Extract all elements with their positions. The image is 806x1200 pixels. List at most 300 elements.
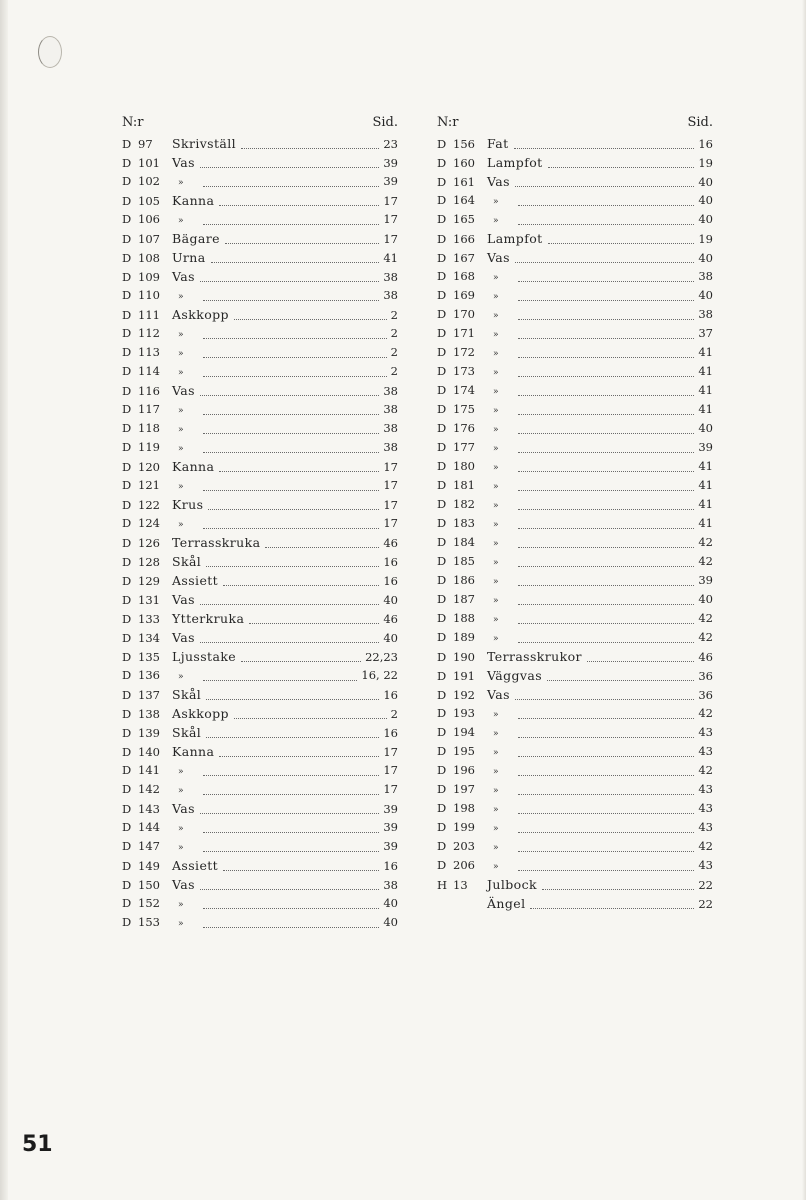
item-digits: 177	[453, 440, 475, 454]
page-reference: 17	[383, 232, 398, 246]
item-name: »	[493, 748, 499, 758]
item-digits: 165	[453, 212, 475, 226]
item-prefix: D	[122, 878, 132, 892]
page-reference: 22,23	[365, 650, 398, 664]
item-name: »	[493, 710, 499, 720]
item-prefix: D	[437, 858, 447, 872]
index-entry	[122, 799, 398, 818]
item-prefix: D	[437, 212, 447, 226]
index-entry	[437, 590, 713, 609]
item-digits: 168	[453, 269, 475, 283]
item-prefix: D	[122, 707, 132, 721]
page-reference: 40	[383, 915, 398, 929]
item-number	[437, 667, 487, 686]
item-number	[437, 571, 487, 590]
item-digits: 189	[453, 630, 475, 644]
item-digits: 128	[138, 555, 160, 569]
dot-leader	[203, 850, 379, 852]
index-entry	[437, 381, 713, 400]
page-number: 51	[22, 1132, 53, 1157]
item-digits: 13	[453, 878, 468, 892]
item-number	[437, 249, 487, 268]
dot-leader	[249, 622, 379, 624]
item-digits: 121	[138, 478, 160, 492]
item-digits: 149	[138, 859, 160, 873]
item-number	[437, 533, 487, 552]
dot-leader	[518, 508, 694, 510]
dot-leader	[234, 717, 387, 719]
index-entry	[437, 894, 713, 913]
item-number	[122, 724, 172, 743]
item-name: »	[493, 406, 499, 416]
item-number	[437, 381, 487, 400]
dot-leader	[518, 527, 694, 529]
item-digits: 166	[453, 232, 475, 246]
item-digits: 126	[138, 536, 160, 550]
item-number	[122, 591, 172, 610]
item-number	[122, 743, 172, 762]
item-name: Vas	[487, 250, 510, 265]
item-digits: 143	[138, 802, 160, 816]
item-prefix: D	[122, 364, 132, 378]
item-name: Skrivställ	[172, 136, 237, 151]
item-prefix: D	[122, 345, 132, 359]
item-number	[437, 648, 487, 667]
item-number	[122, 572, 172, 591]
item-name: »	[178, 330, 184, 340]
dot-leader	[518, 432, 694, 434]
page-reference: 17	[383, 782, 398, 796]
item-name: »	[493, 311, 499, 321]
page-reference: 41	[698, 383, 713, 397]
page-reference: 41	[698, 497, 713, 511]
page-reference: 40	[383, 896, 398, 910]
item-prefix: D	[122, 288, 132, 302]
index-entry	[122, 286, 398, 305]
item-number	[122, 438, 172, 457]
column-header	[437, 113, 713, 132]
item-name: Ljusstake	[172, 649, 237, 664]
item-name: »	[493, 501, 499, 511]
index-entry	[437, 305, 713, 324]
item-digits: 183	[453, 516, 475, 530]
dot-leader	[518, 299, 694, 301]
page-reference: 16	[383, 859, 398, 873]
dot-leader	[203, 679, 357, 681]
item-digits: 117	[138, 402, 160, 416]
dot-leader	[518, 280, 694, 282]
item-number	[122, 382, 172, 401]
index-entry	[122, 400, 398, 419]
index-entry	[122, 571, 398, 590]
dot-leader	[518, 622, 694, 624]
item-prefix: D	[437, 782, 447, 796]
page-reference: 2	[390, 364, 398, 378]
index-entry	[437, 172, 713, 191]
page-reference: 37	[698, 326, 713, 340]
index-entry	[437, 248, 713, 267]
item-prefix: D	[437, 383, 447, 397]
item-number	[122, 362, 172, 381]
dot-leader	[518, 375, 694, 377]
item-name: Assiett	[172, 573, 219, 588]
dot-leader	[200, 812, 379, 814]
item-number	[122, 306, 172, 325]
item-name: »	[178, 292, 184, 302]
item-prefix: D	[437, 232, 447, 246]
item-digits: 175	[453, 402, 475, 416]
index-entry	[122, 818, 398, 837]
dot-leader	[200, 166, 379, 168]
item-name: Kanna	[172, 459, 215, 474]
index-entry	[122, 837, 398, 856]
item-prefix: D	[122, 460, 132, 474]
item-name: »	[493, 767, 499, 777]
index-list-left	[122, 134, 398, 932]
index-entry	[122, 495, 398, 514]
item-number	[122, 818, 172, 837]
item-number	[437, 173, 487, 192]
item-prefix: D	[437, 706, 447, 720]
dot-leader	[518, 565, 694, 567]
dot-leader	[211, 261, 380, 263]
item-name: »	[178, 406, 184, 416]
dot-leader	[518, 717, 694, 719]
item-prefix: D	[437, 345, 447, 359]
item-number	[122, 913, 172, 932]
dot-leader	[514, 147, 695, 149]
dot-leader	[518, 584, 694, 586]
item-prefix: D	[122, 802, 132, 816]
item-prefix: D	[122, 536, 132, 550]
index-entry	[122, 628, 398, 647]
item-prefix: D	[122, 478, 132, 492]
page-reference: 19	[698, 232, 713, 246]
item-digits: 164	[453, 193, 475, 207]
dot-leader	[518, 470, 694, 472]
dot-leader	[518, 223, 694, 225]
index-entry	[437, 856, 713, 875]
item-number	[122, 458, 172, 477]
item-number	[437, 267, 487, 286]
dot-leader	[200, 641, 379, 643]
item-name: »	[493, 615, 499, 625]
page-reference: 16	[383, 555, 398, 569]
item-name: »	[493, 330, 499, 340]
item-number	[122, 610, 172, 629]
item-prefix: D	[122, 612, 132, 626]
item-name: Assiett	[172, 858, 219, 873]
dot-leader	[219, 755, 379, 757]
item-name: »	[178, 425, 184, 435]
item-name: »	[493, 577, 499, 587]
item-name: »	[178, 368, 184, 378]
index-entry	[122, 552, 398, 571]
item-prefix: D	[122, 516, 132, 530]
index-entry	[437, 875, 713, 894]
page-reference: 46	[383, 536, 398, 550]
item-digits: 133	[138, 612, 160, 626]
dot-leader	[200, 888, 379, 890]
dot-leader	[518, 546, 694, 548]
page-reference: 17	[383, 516, 398, 530]
item-digits: 152	[138, 896, 160, 910]
item-prefix: D	[437, 611, 447, 625]
index-entry	[122, 267, 398, 286]
item-number	[437, 609, 487, 628]
item-number	[437, 837, 487, 856]
page-reference: 40	[698, 193, 713, 207]
item-name: »	[493, 786, 499, 796]
page-reference: 38	[383, 270, 398, 284]
item-digits: 185	[453, 554, 475, 568]
dot-leader	[234, 318, 387, 320]
item-name: Vas	[487, 174, 510, 189]
item-name: Askkopp	[172, 307, 229, 322]
page-reference: 41	[698, 402, 713, 416]
index-column-right	[437, 113, 713, 913]
item-digits: 198	[453, 801, 475, 815]
page-reference: 38	[698, 307, 713, 321]
item-number	[437, 343, 487, 362]
page-reference: 41	[698, 364, 713, 378]
index-entry	[122, 362, 398, 381]
item-prefix: D	[437, 478, 447, 492]
index-entry	[122, 381, 398, 400]
item-number	[122, 780, 172, 799]
item-name: »	[493, 539, 499, 549]
item-prefix: D	[122, 896, 132, 910]
index-entry	[122, 666, 398, 685]
item-number	[122, 172, 172, 191]
index-entry	[437, 571, 713, 590]
item-number	[437, 590, 487, 609]
page-reference: 22	[698, 897, 713, 911]
item-name: »	[493, 729, 499, 739]
page-reference: 43	[698, 744, 713, 758]
page-reference: 38	[383, 878, 398, 892]
index-entry	[437, 837, 713, 856]
item-name: »	[178, 767, 184, 777]
dot-leader	[518, 793, 694, 795]
item-number	[437, 723, 487, 742]
item-number	[122, 514, 172, 533]
dot-leader	[203, 337, 387, 339]
item-digits: 110	[138, 288, 160, 302]
item-name: »	[493, 558, 499, 568]
item-digits: 112	[138, 326, 160, 340]
index-entry	[122, 590, 398, 609]
index-entry	[437, 799, 713, 818]
page-reference: 17	[383, 763, 398, 777]
dot-leader	[241, 660, 361, 662]
index-list-right	[437, 134, 713, 913]
page-right-edge	[802, 0, 806, 1200]
dot-leader	[203, 223, 379, 225]
item-prefix: D	[437, 801, 447, 815]
dot-leader	[265, 546, 379, 548]
item-digits: 187	[453, 592, 475, 606]
index-entry	[437, 704, 713, 723]
page-reference: 46	[698, 650, 713, 664]
item-prefix: D	[122, 384, 132, 398]
item-number	[437, 704, 487, 723]
item-prefix: D	[122, 174, 132, 188]
item-number	[122, 476, 172, 495]
item-prefix: D	[122, 593, 132, 607]
item-number	[122, 876, 172, 895]
index-entry	[437, 647, 713, 666]
page-reference: 2	[390, 308, 398, 322]
item-number	[437, 362, 487, 381]
item-number	[122, 230, 172, 249]
item-number	[437, 780, 487, 799]
page-reference: 41	[383, 251, 398, 265]
item-digits: 206	[453, 858, 475, 872]
item-digits: 101	[138, 156, 160, 170]
dot-leader	[518, 641, 694, 643]
item-name: Vas	[172, 592, 195, 607]
item-name: »	[178, 672, 184, 682]
dot-leader	[203, 489, 379, 491]
dot-leader	[515, 261, 694, 263]
dot-leader	[206, 736, 379, 738]
item-prefix: D	[437, 288, 447, 302]
item-number	[122, 648, 172, 667]
item-digits: 105	[138, 194, 160, 208]
item-name: »	[178, 786, 184, 796]
item-digits: 144	[138, 820, 160, 834]
item-prefix: D	[437, 137, 447, 151]
item-digits: 169	[453, 288, 475, 302]
page-reference: 38	[698, 269, 713, 283]
index-entry	[437, 286, 713, 305]
index-entry	[122, 742, 398, 761]
item-name: »	[493, 805, 499, 815]
item-prefix: D	[122, 402, 132, 416]
item-number	[437, 210, 487, 229]
item-name: »	[493, 520, 499, 530]
index-entry	[437, 666, 713, 685]
dot-leader	[241, 147, 379, 149]
item-name: Bägare	[172, 231, 220, 246]
item-digits: 188	[453, 611, 475, 625]
item-digits: 140	[138, 745, 160, 759]
dot-leader	[200, 394, 379, 396]
item-name: Vas	[172, 269, 195, 284]
index-entry	[437, 514, 713, 533]
item-name: »	[493, 824, 499, 834]
item-digits: 196	[453, 763, 475, 777]
item-number	[437, 799, 487, 818]
dot-leader	[518, 603, 694, 605]
page-reference: 38	[383, 288, 398, 302]
item-digits: 114	[138, 364, 160, 378]
page-reference: 39	[383, 156, 398, 170]
item-prefix: D	[122, 859, 132, 873]
item-number	[122, 324, 172, 343]
dot-leader	[219, 470, 379, 472]
dot-leader	[200, 603, 379, 605]
item-digits: 180	[453, 459, 475, 473]
item-digits: 137	[138, 688, 160, 702]
item-prefix: D	[437, 592, 447, 606]
item-digits: 172	[453, 345, 475, 359]
page-reference: 42	[698, 706, 713, 720]
item-number	[437, 230, 487, 249]
page-reference: 16	[383, 726, 398, 740]
index-entry	[122, 533, 398, 552]
item-number	[122, 894, 172, 913]
item-number	[122, 857, 172, 876]
page-reference: 38	[383, 402, 398, 416]
item-digits: 190	[453, 650, 475, 664]
page-reference: 23	[383, 137, 398, 151]
item-name: »	[178, 900, 184, 910]
item-name: »	[178, 520, 184, 530]
item-digits: 134	[138, 631, 160, 645]
page-reference: 2	[390, 326, 398, 340]
item-prefix: D	[122, 555, 132, 569]
item-name: »	[493, 596, 499, 606]
index-entry	[122, 191, 398, 210]
item-digits: 194	[453, 725, 475, 739]
item-prefix: D	[437, 459, 447, 473]
page-reference: 39	[383, 174, 398, 188]
page-reference: 17	[383, 194, 398, 208]
item-number	[122, 686, 172, 705]
item-digits: 171	[453, 326, 475, 340]
page-reference: 41	[698, 478, 713, 492]
item-digits: 119	[138, 440, 160, 454]
item-digits: 174	[453, 383, 475, 397]
index-entry	[122, 324, 398, 343]
item-prefix: D	[437, 421, 447, 435]
page-reference: 42	[698, 535, 713, 549]
item-name: »	[493, 843, 499, 853]
item-prefix: D	[437, 535, 447, 549]
item-digits: 176	[453, 421, 475, 435]
index-entry	[437, 723, 713, 742]
page-reference: 43	[698, 782, 713, 796]
item-number	[122, 496, 172, 515]
number-column-heading: N:r	[122, 115, 144, 130]
page-reference: 40	[698, 175, 713, 189]
page-reference: 39	[698, 573, 713, 587]
item-name: Skål	[172, 687, 202, 702]
dot-leader	[518, 318, 694, 320]
index-column-left	[122, 113, 398, 932]
item-name: Ytterkruka	[172, 611, 245, 626]
page-reference: 17	[383, 498, 398, 512]
item-number	[122, 629, 172, 648]
item-prefix: D	[122, 498, 132, 512]
item-digits: 142	[138, 782, 160, 796]
dot-leader	[203, 185, 379, 187]
item-prefix: D	[122, 688, 132, 702]
item-number	[437, 856, 487, 875]
dot-leader	[203, 356, 387, 358]
index-entry	[437, 343, 713, 362]
item-digits: 131	[138, 593, 160, 607]
index-entry	[437, 818, 713, 837]
index-entry	[122, 343, 398, 362]
item-name: Vas	[172, 155, 195, 170]
item-prefix: D	[437, 307, 447, 321]
item-prefix: D	[437, 326, 447, 340]
item-name: »	[178, 216, 184, 226]
dot-leader	[200, 280, 379, 282]
